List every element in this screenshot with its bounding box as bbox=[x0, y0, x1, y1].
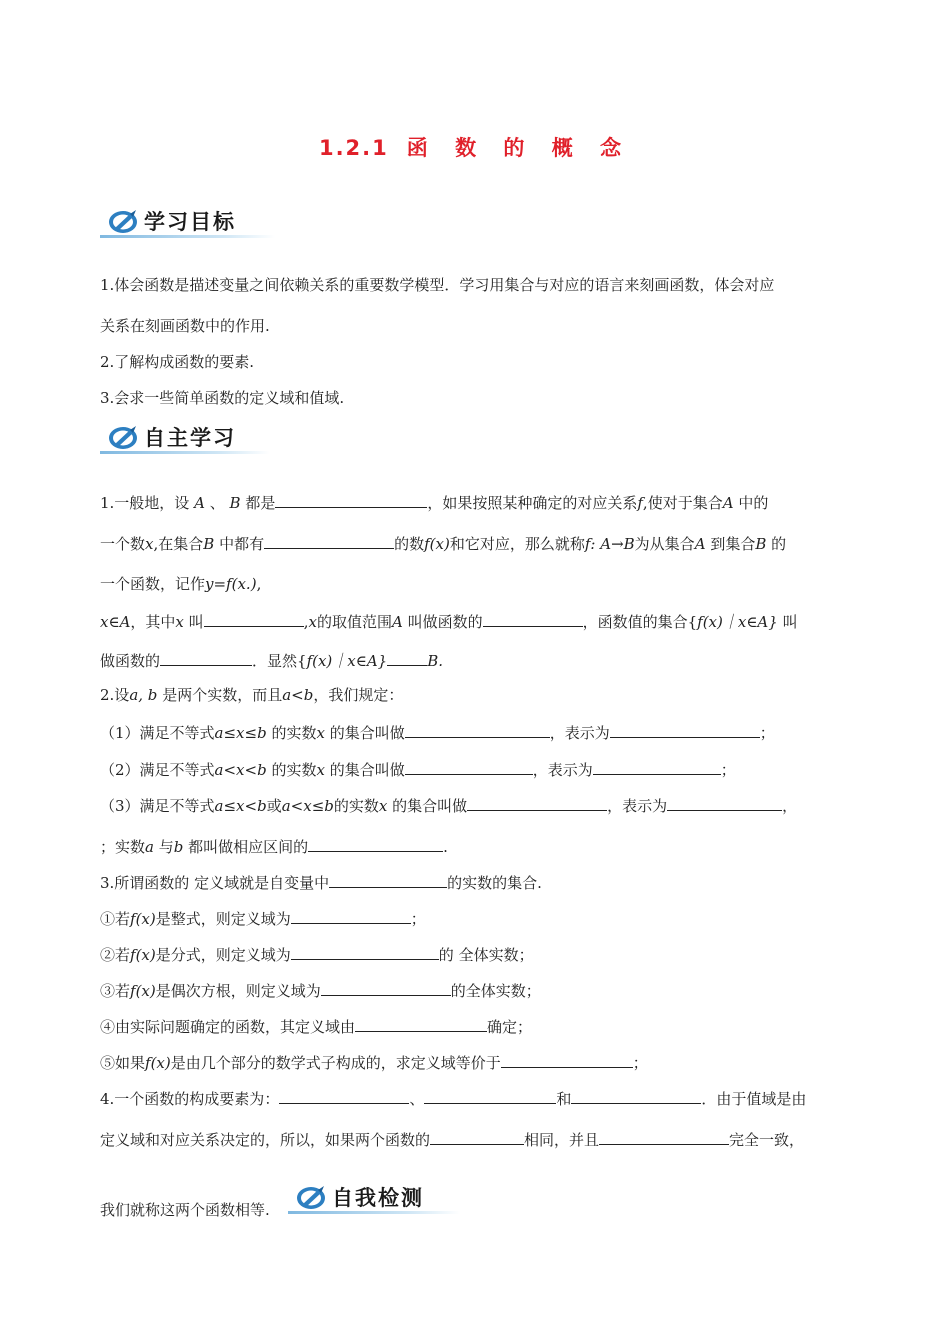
var: f bbox=[306, 652, 313, 670]
goal-1-line-2: 关系在刻画函数中的作用. bbox=[100, 317, 270, 335]
text: ，如果按照某种确定的对应关系 bbox=[427, 494, 638, 512]
text: 相同，并且 bbox=[524, 1131, 600, 1149]
text: 为从集合 bbox=[634, 535, 695, 553]
text: 做函数的 bbox=[100, 652, 161, 670]
var: (x) bbox=[150, 1054, 171, 1072]
text: 都是 bbox=[245, 494, 276, 512]
blank[interactable] bbox=[291, 943, 439, 960]
text: ④由实际问题确定的函数，其定义域由 bbox=[100, 1018, 356, 1036]
text: ,在集合 bbox=[153, 535, 204, 553]
study-2-intro bbox=[100, 685, 403, 705]
text: 中的 bbox=[738, 494, 769, 512]
text: ，其中 bbox=[130, 613, 176, 631]
text: ， bbox=[782, 797, 798, 815]
text: 中都有 bbox=[219, 535, 265, 553]
text: 是由几个部分的数学式子构成的，求定义域等价于 bbox=[170, 1054, 501, 1072]
text: 的实数 bbox=[333, 797, 379, 815]
text: 的集合叫做 bbox=[392, 797, 468, 815]
text: 一个数 bbox=[100, 535, 146, 553]
text: 叫 bbox=[188, 613, 204, 631]
text: 一个函数，记作 bbox=[100, 575, 206, 593]
blank[interactable] bbox=[430, 1128, 524, 1145]
page-title bbox=[0, 132, 950, 162]
pen-arrow-icon bbox=[106, 422, 140, 452]
text: , bbox=[256, 575, 262, 593]
text: 2.设 bbox=[100, 686, 130, 704]
text: 确定； bbox=[487, 1018, 533, 1036]
study-4-line-1 bbox=[100, 1087, 806, 1109]
var: f bbox=[697, 613, 703, 631]
var: f bbox=[130, 982, 136, 1000]
var: x bbox=[316, 724, 325, 742]
text: 的实数 bbox=[271, 724, 317, 742]
text: 的 bbox=[438, 946, 454, 964]
blank[interactable] bbox=[204, 610, 304, 627]
goal-3: 3.会求一些简单函数的定义域和值域. bbox=[100, 389, 345, 407]
text: ；实数 bbox=[100, 838, 146, 856]
study-3-item-3 bbox=[100, 979, 541, 1001]
text: 或 bbox=[266, 797, 282, 815]
blank[interactable] bbox=[571, 1087, 701, 1104]
goal-2: 2.了解构成函数的要素. bbox=[100, 353, 255, 371]
blank[interactable] bbox=[483, 610, 583, 627]
text: ； bbox=[632, 1054, 648, 1072]
text: 和它对应，那么就称 bbox=[449, 535, 585, 553]
banner-underline bbox=[288, 1211, 460, 1214]
var: f bbox=[637, 494, 643, 512]
text: 1.一般地，设 bbox=[100, 494, 190, 512]
blank[interactable] bbox=[275, 491, 427, 508]
section-banner-self-check bbox=[288, 1180, 468, 1216]
text: ⑤如果 bbox=[100, 1054, 146, 1072]
var: x bbox=[145, 535, 154, 553]
blank[interactable] bbox=[279, 1087, 409, 1104]
text: ，我们规定： bbox=[313, 686, 404, 704]
text: （2）满足不等式 bbox=[100, 761, 215, 779]
text: ，表示为 bbox=[532, 761, 593, 779]
text: 、 bbox=[409, 1090, 425, 1108]
pen-arrow-icon bbox=[294, 1182, 328, 1212]
text: 是偶次方根，则定义域为 bbox=[155, 982, 321, 1000]
var: : A→B bbox=[590, 535, 635, 553]
text: 、 bbox=[209, 494, 225, 512]
study-3-item-5 bbox=[100, 1051, 648, 1073]
study-3-item-4 bbox=[100, 1015, 532, 1037]
blank[interactable] bbox=[264, 532, 394, 549]
text: 定义域就是自变量中 bbox=[194, 874, 330, 892]
section-title-self-check: 自我检测 bbox=[332, 1186, 424, 1210]
blank[interactable] bbox=[291, 907, 411, 924]
study-4-line-2 bbox=[100, 1128, 804, 1150]
var: f bbox=[145, 1054, 151, 1072]
var: a<x<b bbox=[214, 761, 267, 779]
var: (x) bbox=[135, 946, 156, 964]
study-2-item-1 bbox=[100, 721, 775, 743]
study-2-item-4 bbox=[100, 835, 448, 857]
text: ③若 bbox=[100, 982, 131, 1000]
text: 与 bbox=[158, 838, 174, 856]
text: 全体实数； bbox=[458, 946, 534, 964]
var: a≤x≤b bbox=[214, 724, 267, 742]
var: B. bbox=[427, 652, 444, 670]
section-banner-goals bbox=[100, 204, 280, 240]
var: a<x≤b bbox=[281, 797, 334, 815]
section-banner-self-study bbox=[100, 420, 280, 456]
study-1-line-5 bbox=[100, 649, 443, 671]
blank[interactable] bbox=[405, 721, 550, 738]
var: (x)｜x∈A} bbox=[312, 652, 388, 670]
text: . bbox=[443, 838, 448, 856]
study-3-item-1 bbox=[100, 907, 426, 929]
text: ．由于值域是由 bbox=[701, 1090, 807, 1108]
text: ．显然{ bbox=[252, 652, 307, 670]
var: x bbox=[175, 613, 184, 631]
var: A bbox=[194, 494, 205, 512]
text: ①若 bbox=[100, 910, 131, 928]
var: x bbox=[378, 797, 388, 815]
var: b bbox=[173, 838, 184, 856]
var: (x) bbox=[135, 982, 156, 1000]
section-title-self-study: 自主学习 bbox=[144, 426, 236, 450]
blank[interactable] bbox=[308, 835, 443, 852]
blank[interactable] bbox=[599, 1128, 729, 1145]
blank[interactable] bbox=[610, 721, 760, 738]
var: f bbox=[130, 946, 136, 964]
banner-underline bbox=[100, 235, 275, 238]
text: ②若 bbox=[100, 946, 131, 964]
blank[interactable] bbox=[424, 1087, 556, 1104]
text: , bbox=[303, 613, 309, 631]
blank[interactable] bbox=[321, 979, 451, 996]
blank[interactable] bbox=[355, 1015, 487, 1032]
var: f bbox=[584, 535, 591, 553]
study-3-intro bbox=[100, 871, 542, 893]
blank[interactable] bbox=[160, 649, 252, 666]
var: A bbox=[722, 494, 734, 512]
var: A bbox=[391, 613, 403, 631]
section-title-goals: 学习目标 bbox=[144, 210, 236, 234]
var: x∈A bbox=[100, 613, 131, 631]
study-1-line-1 bbox=[100, 491, 768, 513]
var: f bbox=[424, 535, 430, 553]
var: a, b bbox=[129, 686, 158, 704]
text: 4.一个函数的构成要素为： bbox=[100, 1090, 280, 1108]
banner-underline bbox=[100, 451, 270, 454]
text: 的实数的集合. bbox=[447, 874, 542, 892]
var: (x) bbox=[135, 910, 156, 928]
var: (x.) bbox=[231, 575, 257, 593]
text: 的集合叫做 bbox=[329, 724, 405, 742]
study-4-line-3: 我们就称这两个函数相等. bbox=[100, 1201, 270, 1219]
goal-1-line-1: 1.体会函数是描述变量之间依赖关系的重要数学模型．学习用集合与对应的语言来刻画函数，体会对应 bbox=[100, 276, 775, 294]
var: (x) bbox=[429, 535, 450, 553]
text: ； bbox=[410, 910, 426, 928]
text: ； bbox=[720, 761, 736, 779]
text: 的全体实数； bbox=[450, 982, 541, 1000]
text: 的 bbox=[771, 535, 787, 553]
text: 的实数 bbox=[271, 761, 317, 779]
pen-arrow-icon bbox=[106, 206, 140, 236]
text: 是两个实数，而且 bbox=[162, 686, 283, 704]
blank[interactable] bbox=[387, 649, 427, 666]
text: 到集合 bbox=[710, 535, 756, 553]
text: 是整式，则定义域为 bbox=[155, 910, 291, 928]
study-2-item-2 bbox=[100, 758, 736, 780]
text: 是分式，则定义域为 bbox=[155, 946, 291, 964]
text: 的数 bbox=[394, 535, 425, 553]
var: x bbox=[308, 613, 317, 631]
var: B bbox=[203, 535, 215, 553]
blank[interactable] bbox=[593, 758, 721, 775]
text: 叫做函数的 bbox=[407, 613, 483, 631]
text: （3）满足不等式 bbox=[100, 797, 215, 815]
study-1-line-2 bbox=[100, 532, 786, 554]
blank[interactable] bbox=[405, 758, 533, 775]
var: a≤x<b bbox=[214, 797, 267, 815]
text: 的集合叫做 bbox=[329, 761, 405, 779]
text: 叫 bbox=[782, 613, 798, 631]
var: A bbox=[694, 535, 706, 553]
var: y=f bbox=[205, 575, 232, 593]
title-number: 1.2.1 bbox=[318, 136, 389, 160]
var: a<b bbox=[282, 686, 314, 704]
text: 3.所谓函数的 bbox=[100, 874, 190, 892]
blank[interactable] bbox=[467, 794, 607, 811]
blank[interactable] bbox=[501, 1051, 633, 1068]
text: ，函数值的集合{ bbox=[582, 613, 698, 631]
text: ； bbox=[759, 724, 775, 742]
text: 都叫做相应区间的 bbox=[188, 838, 309, 856]
text: 的取值范围 bbox=[316, 613, 392, 631]
text: ,使对于集合 bbox=[642, 494, 723, 512]
text: 定义域和对应关系决定的，所以，如果两个函数的 bbox=[100, 1131, 431, 1149]
title-words: 函 数 的 概 念 bbox=[406, 136, 632, 160]
var: a bbox=[145, 838, 154, 856]
var: f bbox=[130, 910, 136, 928]
var: B bbox=[229, 494, 241, 512]
text: ，表示为 bbox=[607, 797, 668, 815]
study-1-line-3 bbox=[100, 574, 261, 594]
var: x bbox=[316, 761, 325, 779]
blank[interactable] bbox=[667, 794, 782, 811]
text: 完全一致， bbox=[729, 1131, 805, 1149]
study-3-item-2 bbox=[100, 943, 534, 965]
study-2-item-3 bbox=[100, 794, 797, 816]
text: 和 bbox=[556, 1090, 572, 1108]
text: ，表示为 bbox=[549, 724, 610, 742]
var: (x)｜x∈A} bbox=[702, 613, 778, 631]
var: B bbox=[755, 535, 767, 553]
blank[interactable] bbox=[329, 871, 447, 888]
text: （1）满足不等式 bbox=[100, 724, 215, 742]
study-1-line-4 bbox=[100, 610, 798, 632]
